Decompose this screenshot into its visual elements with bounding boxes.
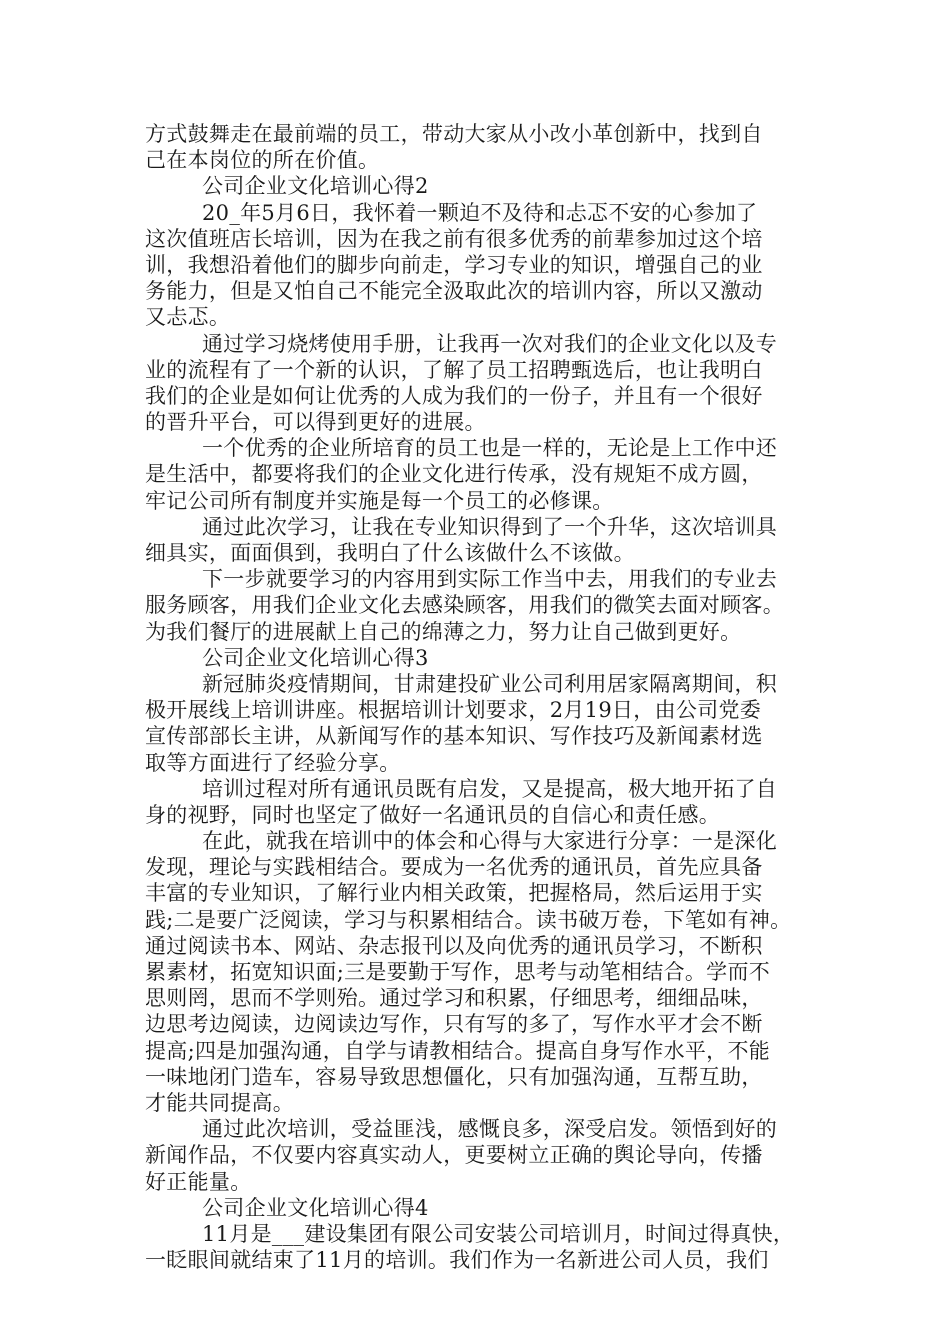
text-line: 是生活中，都要将我们的企业文化进行传承，没有规矩不成方圆， — [145, 462, 763, 487]
text-line: 下一步就要学习的内容用到实际工作当中去，用我们的专业去 — [202, 567, 778, 592]
text-line: 一个优秀的企业所培育的员工也是一样的，无论是上工作中还 — [202, 436, 778, 461]
text-line: 提高;四是加强沟通，自学与请教相结合。提高自身写作水平，不能 — [145, 1038, 771, 1063]
text-line: 通过阅读书本、网站、杂志报刊以及向优秀的通讯员学习，不断积 — [145, 933, 763, 958]
text-line: 又忐忑。 — [145, 305, 231, 330]
text-line: 训，我想沿着他们的脚步向前走，学习专业的知识，增强自己的业 — [145, 252, 763, 277]
text-line: 公司企业文化培训心得3 — [202, 645, 429, 670]
text-line: 的晋升平台，可以得到更好的进展。 — [145, 410, 486, 435]
text-line: 身的视野，同时也坚定了做好一名通讯员的自信心和责任感。 — [145, 802, 721, 827]
text-line: 公司企业文化培训心得2 — [202, 174, 429, 199]
text-line: 丰富的专业知识，了解行业内相关政策，把握格局，然后运用于实 — [145, 881, 763, 906]
text-line: 才能共同提高。 — [145, 1090, 295, 1115]
document-page — [145, 121, 830, 1273]
text-line: 为我们餐厅的进展献上自己的绵薄之力，努力让自己做到更好。 — [145, 619, 742, 644]
text-line: 业的流程有了一个新的认识，了解了员工招聘甄选后，也让我明白 — [145, 357, 763, 382]
text-line: 践;二是要广泛阅读，学习与积累相结合。读书破万卷，下笔如有神。 — [145, 907, 792, 932]
text-line: 通过此次培训，受益匪浅，感慨良多，深受启发。领悟到好的 — [202, 1117, 778, 1142]
text-line: 牢记公司所有制度并实施是每一个员工的必修课。 — [145, 488, 614, 513]
text-line: 发现，理论与实践相结合。要成为一名优秀的通讯员，首先应具备 — [145, 855, 763, 880]
text-line: 一眨眼间就结束了11月的培训。我们作为一名新进公司人员，我们 — [145, 1248, 769, 1273]
text-line: 极开展线上培训讲座。根据培训计划要求，2月19日，由公司党委 — [145, 698, 762, 723]
text-line: 方式鼓舞走在最前端的员工，带动大家从小改小革创新中，找到自 — [145, 122, 763, 146]
text-line: 细具实，面面俱到，我明白了什么该做什么不该做。 — [145, 541, 635, 565]
text-line: 这次值班店长培训，因为在我之前有很多优秀的前辈参加过这个培 — [145, 226, 763, 251]
text-line: 好正能量。 — [145, 1169, 252, 1194]
text-line: 宣传部部长主讲，从新闻写作的基本知识、写作技巧及新闻素材选 — [145, 724, 763, 749]
text-line: 新冠肺炎疫情期间，甘肃建投矿业公司利用居家隔离期间，积 — [202, 671, 778, 696]
text-line: 在此，就我在培训中的体会和心得与大家进行分享：一是深化 — [202, 829, 778, 854]
text-line: 11月是___建设集团有限公司安装公司培训月，时间过得真快， — [202, 1221, 795, 1246]
text-line: 边思考边阅读，边阅读边写作，只有写的多了，写作水平才会不断 — [145, 1012, 763, 1037]
text-line: 我们的企业是如何让优秀的人成为我们的一份子，并且有一个很好 — [145, 383, 763, 408]
text-line: 通过学习烧烤使用手册，让我再一次对我们的企业文化以及专 — [202, 331, 778, 356]
text-line: 新闻作品，不仅要内容真实动人，更要树立正确的舆论导向，传播 — [145, 1143, 763, 1168]
text-line: 务能力，但是又怕自己不能完全汲取此次的培训内容，所以又激动 — [145, 279, 763, 304]
text-line: 20_年5月6日，我怀着一颗迫不及待和忐忑不安的心参加了 — [202, 200, 758, 225]
text-line: 思则罔，思而不学则殆。通过学习和积累，仔细思考，细细品味， — [145, 986, 763, 1011]
text-line: 取等方面进行了经验分享。 — [145, 750, 401, 775]
text-line: 培训过程对所有通讯员既有启发，又是提高，极大地开拓了自 — [202, 776, 778, 801]
text-line: 一味地闭门造车，容易导致思想僵化，只有加强沟通，互帮互助， — [145, 1064, 763, 1089]
text-line: 服务顾客，用我们企业文化去感染顾客，用我们的微笑去面对顾客。 — [145, 593, 784, 618]
text-line: 公司企业文化培训心得4 — [202, 1195, 429, 1220]
text-line: 通过此次学习，让我在专业知识得到了一个升华，这次培训具 — [202, 514, 778, 539]
text-line: 累素材，拓宽知识面;三是要勤于写作，思考与动笔相结合。学而不 — [145, 960, 771, 984]
text-line: 己在本岗位的所在价值。 — [145, 148, 380, 173]
